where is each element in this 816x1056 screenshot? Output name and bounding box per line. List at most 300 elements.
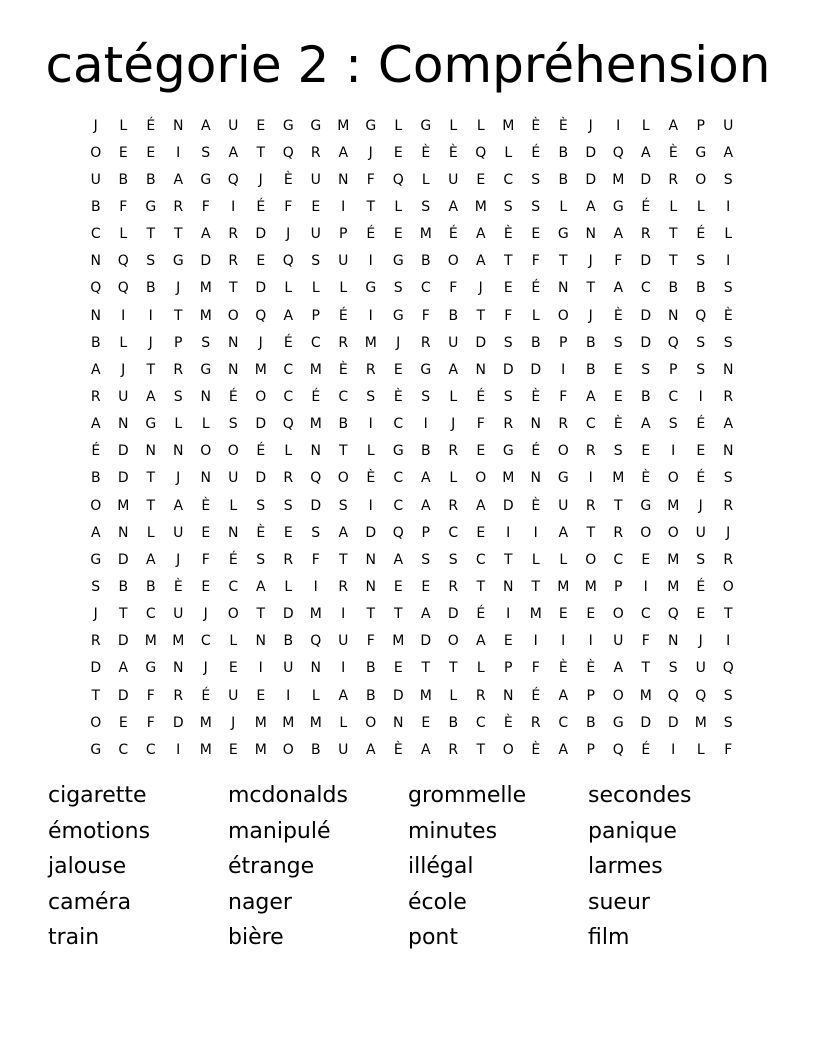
grid-letter[interactable]: J: [148, 334, 153, 351]
grid-letter[interactable]: È: [558, 660, 568, 677]
grid-letter[interactable]: I: [231, 198, 236, 215]
grid-letter[interactable]: L: [641, 117, 650, 134]
grid-letter[interactable]: M: [309, 714, 322, 731]
grid-letter[interactable]: G: [282, 117, 294, 134]
grid-letter[interactable]: L: [531, 307, 540, 324]
grid-letter[interactable]: G: [200, 171, 212, 188]
grid-letter[interactable]: S: [311, 524, 321, 541]
grid-letter[interactable]: N: [365, 551, 376, 568]
grid-letter[interactable]: L: [311, 687, 320, 704]
grid-letter[interactable]: U: [228, 470, 239, 487]
grid-letter[interactable]: I: [368, 497, 373, 514]
grid-letter[interactable]: S: [503, 388, 513, 405]
grid-letter[interactable]: J: [258, 334, 263, 351]
grid-letter[interactable]: D: [117, 687, 129, 704]
grid-letter[interactable]: T: [91, 687, 101, 704]
grid-letter[interactable]: L: [449, 117, 458, 134]
grid-letter[interactable]: C: [393, 470, 404, 487]
grid-letter[interactable]: G: [612, 198, 624, 215]
grid-letter[interactable]: G: [695, 144, 707, 161]
grid-letter[interactable]: U: [310, 226, 321, 243]
grid-letter[interactable]: E: [613, 361, 623, 378]
grid-letter[interactable]: S: [696, 253, 706, 270]
grid-letter[interactable]: E: [146, 144, 156, 161]
grid-letter[interactable]: N: [173, 443, 184, 460]
grid-letter[interactable]: E: [201, 524, 211, 541]
grid-letter[interactable]: C: [283, 361, 294, 378]
grid-letter[interactable]: I: [588, 470, 593, 487]
grid-letter[interactable]: R: [173, 361, 184, 378]
grid-letter[interactable]: L: [394, 198, 403, 215]
grid-letter[interactable]: N: [228, 361, 239, 378]
grid-letter[interactable]: È: [448, 144, 458, 161]
grid-letter[interactable]: Q: [612, 741, 624, 758]
grid-letter[interactable]: N: [338, 171, 349, 188]
grid-letter[interactable]: T: [586, 524, 596, 541]
grid-letter[interactable]: I: [726, 198, 731, 215]
grid-letter[interactable]: C: [145, 606, 156, 623]
grid-letter[interactable]: R: [283, 551, 294, 568]
letter-grid[interactable]: [82, 112, 742, 763]
grid-letter[interactable]: D: [502, 361, 514, 378]
grid-letter[interactable]: S: [723, 334, 733, 351]
grid-letter[interactable]: F: [146, 687, 155, 704]
grid-letter[interactable]: O: [227, 443, 239, 460]
grid-letter[interactable]: B: [585, 361, 596, 378]
grid-letter[interactable]: R: [90, 633, 101, 650]
grid-letter[interactable]: S: [668, 660, 678, 677]
grid-letter[interactable]: N: [310, 443, 321, 460]
grid-letter[interactable]: T: [723, 606, 733, 623]
grid-letter[interactable]: D: [117, 443, 129, 460]
grid-letter[interactable]: Q: [392, 524, 404, 541]
grid-letter[interactable]: J: [698, 633, 703, 650]
grid-letter[interactable]: L: [669, 198, 678, 215]
grid-letter[interactable]: Q: [282, 253, 294, 270]
grid-letter[interactable]: J: [726, 524, 731, 541]
grid-letter[interactable]: F: [119, 198, 128, 215]
grid-letter[interactable]: B: [585, 334, 596, 351]
grid-letter[interactable]: É: [201, 687, 211, 704]
grid-letter[interactable]: D: [117, 551, 129, 568]
grid-letter[interactable]: T: [173, 226, 183, 243]
grid-letter[interactable]: A: [723, 416, 734, 433]
grid-letter[interactable]: N: [393, 714, 404, 731]
grid-letter[interactable]: E: [503, 280, 513, 297]
grid-letter[interactable]: A: [723, 144, 734, 161]
grid-letter[interactable]: E: [256, 253, 266, 270]
grid-letter[interactable]: L: [229, 633, 238, 650]
grid-letter[interactable]: Q: [117, 253, 129, 270]
grid-letter[interactable]: È: [613, 416, 623, 433]
grid-letter[interactable]: O: [337, 470, 349, 487]
grid-letter[interactable]: J: [368, 144, 373, 161]
grid-letter[interactable]: C: [283, 388, 294, 405]
grid-letter[interactable]: I: [341, 660, 346, 677]
grid-letter[interactable]: O: [447, 253, 459, 270]
grid-letter[interactable]: N: [723, 443, 734, 460]
grid-letter[interactable]: J: [121, 361, 126, 378]
grid-letter[interactable]: E: [613, 388, 623, 405]
grid-letter[interactable]: S: [421, 551, 431, 568]
grid-letter[interactable]: M: [337, 117, 350, 134]
grid-letter[interactable]: B: [365, 660, 376, 677]
grid-letter[interactable]: O: [90, 144, 102, 161]
grid-letter[interactable]: T: [118, 606, 128, 623]
grid-letter[interactable]: O: [557, 307, 569, 324]
grid-letter[interactable]: E: [558, 606, 568, 623]
grid-letter[interactable]: I: [506, 524, 511, 541]
grid-letter[interactable]: È: [338, 361, 348, 378]
grid-letter[interactable]: Q: [282, 144, 294, 161]
grid-letter[interactable]: T: [146, 361, 156, 378]
grid-letter[interactable]: Q: [310, 633, 322, 650]
grid-letter[interactable]: T: [668, 226, 678, 243]
grid-letter[interactable]: N: [118, 416, 129, 433]
grid-letter[interactable]: É: [531, 687, 541, 704]
grid-letter[interactable]: A: [558, 741, 569, 758]
grid-letter[interactable]: A: [365, 741, 376, 758]
grid-letter[interactable]: D: [255, 280, 267, 297]
grid-letter[interactable]: É: [696, 416, 706, 433]
grid-letter[interactable]: E: [118, 144, 128, 161]
grid-letter[interactable]: C: [585, 416, 596, 433]
grid-letter[interactable]: O: [227, 606, 239, 623]
grid-letter[interactable]: C: [668, 388, 679, 405]
grid-letter[interactable]: A: [255, 578, 266, 595]
grid-letter[interactable]: D: [640, 171, 652, 188]
grid-letter[interactable]: M: [529, 606, 542, 623]
grid-letter[interactable]: G: [557, 226, 569, 243]
grid-letter[interactable]: B: [640, 388, 651, 405]
grid-letter[interactable]: O: [282, 741, 294, 758]
grid-letter[interactable]: L: [119, 226, 128, 243]
grid-letter[interactable]: S: [228, 416, 238, 433]
grid-letter[interactable]: O: [502, 741, 514, 758]
grid-letter[interactable]: S: [448, 551, 458, 568]
grid-letter[interactable]: E: [393, 226, 403, 243]
grid-letter[interactable]: M: [557, 578, 570, 595]
grid-letter[interactable]: O: [447, 633, 459, 650]
grid-letter[interactable]: U: [228, 117, 239, 134]
grid-letter[interactable]: B: [668, 280, 679, 297]
grid-letter[interactable]: S: [723, 171, 733, 188]
grid-letter[interactable]: P: [421, 524, 430, 541]
grid-letter[interactable]: S: [311, 253, 321, 270]
grid-letter[interactable]: È: [503, 714, 513, 731]
grid-letter[interactable]: S: [173, 388, 183, 405]
grid-letter[interactable]: A: [283, 307, 294, 324]
grid-letter[interactable]: I: [368, 416, 373, 433]
grid-letter[interactable]: É: [91, 443, 101, 460]
grid-letter[interactable]: È: [723, 307, 733, 324]
grid-letter[interactable]: E: [393, 144, 403, 161]
grid-letter[interactable]: É: [311, 388, 321, 405]
grid-letter[interactable]: Q: [227, 171, 239, 188]
grid-letter[interactable]: G: [145, 660, 157, 677]
grid-letter[interactable]: D: [117, 633, 129, 650]
grid-letter[interactable]: F: [724, 741, 733, 758]
grid-letter[interactable]: T: [146, 470, 156, 487]
grid-letter[interactable]: F: [366, 633, 375, 650]
grid-letter[interactable]: L: [174, 416, 183, 433]
grid-letter[interactable]: D: [502, 497, 514, 514]
grid-letter[interactable]: I: [506, 606, 511, 623]
grid-letter[interactable]: I: [341, 198, 346, 215]
grid-letter[interactable]: B: [283, 633, 294, 650]
grid-letter[interactable]: A: [118, 660, 129, 677]
grid-letter[interactable]: É: [366, 226, 376, 243]
grid-letter[interactable]: U: [228, 687, 239, 704]
grid-letter[interactable]: D: [255, 226, 267, 243]
grid-letter[interactable]: P: [559, 334, 568, 351]
grid-letter[interactable]: F: [201, 551, 210, 568]
grid-letter[interactable]: O: [667, 524, 679, 541]
grid-letter[interactable]: B: [420, 443, 431, 460]
grid-letter[interactable]: S: [283, 497, 293, 514]
grid-letter[interactable]: C: [393, 416, 404, 433]
grid-letter[interactable]: J: [478, 280, 483, 297]
grid-letter[interactable]: C: [558, 714, 569, 731]
grid-letter[interactable]: E: [201, 578, 211, 595]
grid-letter[interactable]: L: [146, 524, 155, 541]
grid-letter[interactable]: R: [723, 388, 734, 405]
grid-letter[interactable]: M: [667, 578, 680, 595]
grid-letter[interactable]: I: [341, 606, 346, 623]
grid-letter[interactable]: È: [283, 171, 293, 188]
grid-letter[interactable]: P: [339, 226, 348, 243]
grid-letter[interactable]: T: [338, 551, 348, 568]
grid-letter[interactable]: A: [475, 253, 486, 270]
grid-letter[interactable]: R: [668, 171, 679, 188]
grid-letter[interactable]: E: [421, 578, 431, 595]
grid-letter[interactable]: A: [338, 524, 349, 541]
grid-letter[interactable]: M: [612, 470, 625, 487]
grid-letter[interactable]: N: [228, 334, 239, 351]
grid-letter[interactable]: U: [310, 171, 321, 188]
grid-letter[interactable]: A: [613, 660, 624, 677]
grid-letter[interactable]: P: [696, 117, 705, 134]
grid-letter[interactable]: J: [286, 226, 291, 243]
grid-letter[interactable]: E: [531, 226, 541, 243]
grid-letter[interactable]: G: [365, 280, 377, 297]
grid-letter[interactable]: Q: [90, 280, 102, 297]
grid-letter[interactable]: E: [256, 687, 266, 704]
grid-letter[interactable]: F: [531, 660, 540, 677]
grid-letter[interactable]: È: [641, 470, 651, 487]
grid-letter[interactable]: L: [366, 443, 375, 460]
grid-letter[interactable]: A: [173, 497, 184, 514]
grid-letter[interactable]: D: [255, 416, 267, 433]
grid-letter[interactable]: D: [420, 633, 432, 650]
grid-letter[interactable]: S: [641, 361, 651, 378]
grid-letter[interactable]: M: [639, 687, 652, 704]
grid-letter[interactable]: R: [640, 226, 651, 243]
grid-letter[interactable]: N: [255, 633, 266, 650]
grid-letter[interactable]: T: [146, 497, 156, 514]
grid-letter[interactable]: È: [393, 741, 403, 758]
grid-letter[interactable]: U: [173, 606, 184, 623]
grid-letter[interactable]: S: [723, 280, 733, 297]
grid-letter[interactable]: N: [530, 416, 541, 433]
grid-letter[interactable]: D: [585, 144, 597, 161]
grid-letter[interactable]: F: [421, 307, 430, 324]
grid-letter[interactable]: C: [200, 633, 211, 650]
grid-letter[interactable]: D: [90, 660, 102, 677]
grid-letter[interactable]: R: [723, 551, 734, 568]
grid-letter[interactable]: N: [200, 470, 211, 487]
grid-letter[interactable]: M: [254, 741, 267, 758]
grid-letter[interactable]: I: [286, 687, 291, 704]
grid-letter[interactable]: É: [448, 226, 458, 243]
grid-letter[interactable]: N: [310, 660, 321, 677]
grid-letter[interactable]: D: [640, 714, 652, 731]
grid-letter[interactable]: I: [726, 633, 731, 650]
grid-letter[interactable]: F: [284, 198, 293, 215]
grid-letter[interactable]: Q: [667, 334, 679, 351]
grid-letter[interactable]: L: [696, 741, 705, 758]
grid-letter[interactable]: U: [558, 497, 569, 514]
grid-letter[interactable]: L: [559, 198, 568, 215]
grid-letter[interactable]: N: [90, 253, 101, 270]
grid-letter[interactable]: I: [258, 660, 263, 677]
grid-letter[interactable]: É: [256, 198, 266, 215]
grid-letter[interactable]: B: [118, 578, 129, 595]
grid-letter[interactable]: N: [200, 388, 211, 405]
grid-letter[interactable]: S: [723, 470, 733, 487]
grid-letter[interactable]: I: [561, 361, 566, 378]
grid-letter[interactable]: N: [173, 660, 184, 677]
grid-letter[interactable]: L: [339, 714, 348, 731]
grid-letter[interactable]: O: [667, 470, 679, 487]
grid-letter[interactable]: E: [311, 198, 321, 215]
grid-letter[interactable]: J: [451, 416, 456, 433]
grid-letter[interactable]: N: [145, 443, 156, 460]
grid-letter[interactable]: R: [338, 578, 349, 595]
grid-letter[interactable]: D: [640, 307, 652, 324]
grid-letter[interactable]: A: [558, 687, 569, 704]
grid-letter[interactable]: I: [616, 117, 621, 134]
grid-letter[interactable]: I: [533, 524, 538, 541]
grid-letter[interactable]: S: [256, 497, 266, 514]
grid-letter[interactable]: L: [724, 226, 733, 243]
grid-letter[interactable]: S: [503, 334, 513, 351]
grid-letter[interactable]: L: [504, 144, 513, 161]
grid-letter[interactable]: G: [392, 253, 404, 270]
grid-letter[interactable]: E: [476, 443, 486, 460]
grid-letter[interactable]: S: [696, 334, 706, 351]
grid-letter[interactable]: I: [726, 253, 731, 270]
grid-letter[interactable]: E: [476, 524, 486, 541]
grid-letter[interactable]: F: [311, 551, 320, 568]
grid-letter[interactable]: U: [613, 633, 624, 650]
grid-letter[interactable]: D: [447, 606, 459, 623]
grid-letter[interactable]: O: [585, 551, 597, 568]
grid-letter[interactable]: F: [504, 307, 513, 324]
grid-letter[interactable]: N: [668, 633, 679, 650]
grid-letter[interactable]: I: [176, 144, 181, 161]
grid-letter[interactable]: E: [586, 606, 596, 623]
grid-letter[interactable]: O: [90, 497, 102, 514]
grid-letter[interactable]: L: [421, 171, 430, 188]
grid-letter[interactable]: Q: [255, 307, 267, 324]
grid-letter[interactable]: A: [420, 741, 431, 758]
grid-letter[interactable]: A: [475, 226, 486, 243]
grid-letter[interactable]: È: [558, 117, 568, 134]
grid-letter[interactable]: R: [228, 253, 239, 270]
grid-letter[interactable]: M: [612, 171, 625, 188]
grid-letter[interactable]: A: [200, 117, 211, 134]
grid-letter[interactable]: I: [588, 633, 593, 650]
grid-letter[interactable]: T: [668, 253, 678, 270]
grid-letter[interactable]: D: [310, 497, 322, 514]
grid-letter[interactable]: M: [172, 633, 185, 650]
grid-letter[interactable]: S: [723, 714, 733, 731]
grid-letter[interactable]: N: [90, 307, 101, 324]
grid-letter[interactable]: A: [640, 144, 651, 161]
grid-letter[interactable]: C: [420, 280, 431, 297]
grid-letter[interactable]: É: [146, 117, 156, 134]
grid-letter[interactable]: A: [613, 226, 624, 243]
grid-letter[interactable]: B: [420, 253, 431, 270]
grid-letter[interactable]: Q: [695, 687, 707, 704]
grid-letter[interactable]: A: [228, 144, 239, 161]
grid-letter[interactable]: É: [476, 388, 486, 405]
grid-letter[interactable]: T: [256, 606, 266, 623]
grid-letter[interactable]: M: [309, 606, 322, 623]
grid-letter[interactable]: J: [93, 117, 98, 134]
grid-letter[interactable]: L: [449, 388, 458, 405]
grid-letter[interactable]: R: [448, 741, 459, 758]
grid-letter[interactable]: É: [531, 280, 541, 297]
grid-letter[interactable]: R: [558, 416, 569, 433]
grid-letter[interactable]: R: [228, 226, 239, 243]
grid-letter[interactable]: D: [172, 714, 184, 731]
grid-letter[interactable]: E: [283, 524, 293, 541]
grid-letter[interactable]: D: [475, 334, 487, 351]
grid-letter[interactable]: G: [310, 117, 322, 134]
grid-letter[interactable]: T: [338, 443, 348, 460]
grid-letter[interactable]: M: [667, 551, 680, 568]
grid-letter[interactable]: L: [559, 551, 568, 568]
grid-letter[interactable]: L: [339, 280, 348, 297]
grid-letter[interactable]: È: [366, 470, 376, 487]
grid-letter[interactable]: C: [118, 741, 129, 758]
grid-letter[interactable]: R: [503, 416, 514, 433]
grid-letter[interactable]: J: [258, 171, 263, 188]
grid-letter[interactable]: L: [394, 117, 403, 134]
grid-letter[interactable]: R: [448, 443, 459, 460]
grid-letter[interactable]: O: [640, 524, 652, 541]
grid-letter[interactable]: G: [90, 551, 102, 568]
grid-letter[interactable]: P: [311, 307, 320, 324]
grid-letter[interactable]: B: [448, 307, 459, 324]
grid-letter[interactable]: L: [284, 280, 293, 297]
grid-letter[interactable]: N: [475, 361, 486, 378]
grid-letter[interactable]: Q: [392, 171, 404, 188]
grid-letter[interactable]: Q: [667, 606, 679, 623]
grid-letter[interactable]: B: [310, 741, 321, 758]
grid-letter[interactable]: P: [614, 578, 623, 595]
grid-letter[interactable]: S: [723, 687, 733, 704]
grid-letter[interactable]: L: [201, 416, 210, 433]
grid-letter[interactable]: G: [392, 307, 404, 324]
grid-letter[interactable]: L: [696, 198, 705, 215]
grid-letter[interactable]: I: [533, 633, 538, 650]
grid-letter[interactable]: N: [118, 524, 129, 541]
grid-letter[interactable]: O: [612, 606, 624, 623]
grid-letter[interactable]: D: [117, 470, 129, 487]
